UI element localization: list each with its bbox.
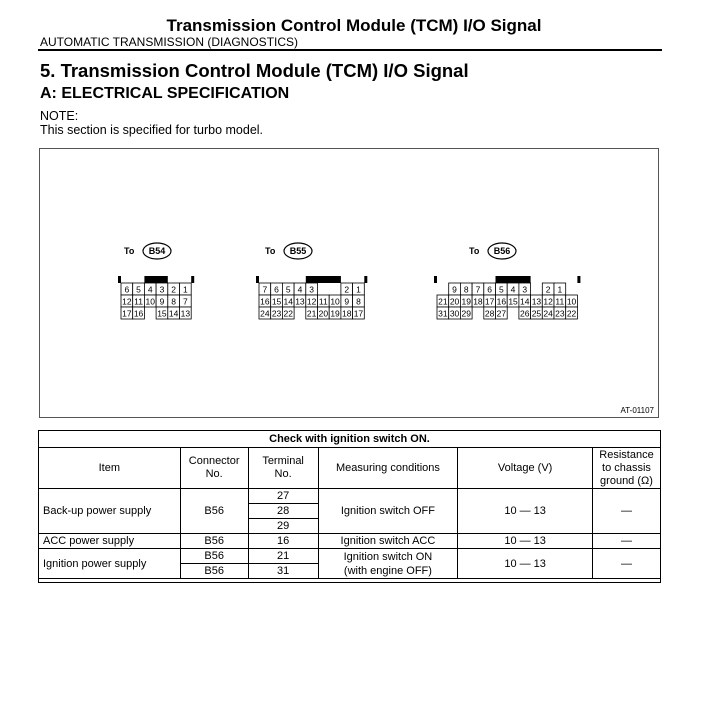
connector-lock bbox=[496, 276, 531, 283]
table-row-connector: B56 bbox=[180, 534, 248, 549]
pin-number: 6 bbox=[274, 284, 279, 295]
pin-number: 1 bbox=[182, 284, 188, 295]
pin-number: 17 bbox=[353, 308, 364, 319]
table-row-conditions: Ignition switch ACC bbox=[318, 534, 458, 549]
pin-number: 3 bbox=[159, 284, 165, 295]
pin-number: 23 bbox=[555, 308, 565, 319]
connector-lock bbox=[144, 276, 167, 283]
pin-number: 14 bbox=[520, 296, 530, 307]
connector-diagram-svg bbox=[40, 149, 660, 419]
pin-number: 19 bbox=[330, 308, 340, 319]
connector-name: B54 bbox=[148, 246, 166, 256]
table-row-resistance: — bbox=[592, 549, 660, 579]
header-resistance: Resistance to chassis ground (Ω) bbox=[592, 448, 660, 489]
table-row-resistance: — bbox=[592, 534, 660, 549]
pin-number: 12 bbox=[122, 296, 132, 307]
pin-number: 16 bbox=[260, 296, 270, 307]
pin-number: 16 bbox=[496, 296, 507, 307]
pin-number: 13 bbox=[180, 308, 191, 319]
page-header-title: Transmission Control Module (TCM) I/O Signal bbox=[166, 16, 542, 35]
pin-number: 10 bbox=[145, 296, 155, 307]
table-row-connector: B56 bbox=[180, 564, 248, 579]
pin-number: 4 bbox=[297, 284, 303, 295]
header-connector: Connector No. bbox=[180, 448, 248, 489]
pin-number: 18 bbox=[473, 296, 483, 307]
pin-number: 10 bbox=[330, 296, 340, 307]
pin-number: 8 bbox=[171, 296, 177, 307]
pin-number: 9 bbox=[344, 296, 350, 307]
pin-number: 10 bbox=[566, 296, 577, 307]
pin-number: 2 bbox=[171, 284, 177, 295]
table-row-connector: B56 bbox=[180, 489, 248, 534]
table-row-item: Back-up power supply bbox=[39, 489, 181, 534]
pin-number: 15 bbox=[271, 296, 282, 307]
connector-post bbox=[256, 276, 259, 283]
table-row-voltage: 10 — 13 bbox=[458, 549, 593, 579]
pin-number: 4 bbox=[510, 284, 516, 295]
connector-name: B55 bbox=[289, 246, 307, 256]
connector-post bbox=[118, 276, 121, 283]
table-row-terminal: 28 bbox=[248, 504, 318, 519]
pin-number: 7 bbox=[262, 284, 268, 295]
pin-number: 14 bbox=[168, 308, 179, 319]
pin-number: 20 bbox=[449, 296, 460, 307]
connector-to-label: To bbox=[124, 246, 135, 256]
pin-number: 21 bbox=[306, 308, 317, 319]
pin-number: 2 bbox=[545, 284, 551, 295]
pin-number: 15 bbox=[157, 308, 167, 319]
pin-number: 25 bbox=[531, 308, 542, 319]
pin-number: 16 bbox=[133, 308, 144, 319]
connector-diagram bbox=[39, 148, 659, 418]
pin-number: 27 bbox=[496, 308, 507, 319]
pin-number: 29 bbox=[461, 308, 471, 319]
pin-number: 9 bbox=[452, 284, 457, 295]
header-divider bbox=[38, 49, 662, 51]
table-row-voltage: 10 — 13 bbox=[458, 534, 593, 549]
header-terminal: Terminal No. bbox=[248, 448, 318, 489]
connector-to-label: To bbox=[469, 246, 480, 256]
page-header-subtitle: AUTOMATIC TRANSMISSION (DIAGNOSTICS) bbox=[40, 35, 299, 49]
header-conditions: Measuring conditions bbox=[318, 448, 458, 489]
connector-post bbox=[577, 276, 580, 283]
connector-post bbox=[434, 276, 437, 283]
pin-number: 11 bbox=[318, 296, 328, 307]
pin-number: 6 bbox=[487, 284, 493, 295]
table-row-item: Ignition power supply bbox=[39, 549, 181, 579]
pin-number: 28 bbox=[484, 308, 495, 319]
pin-number: 11 bbox=[134, 296, 143, 307]
table-row-terminal: 27 bbox=[248, 489, 318, 504]
connector-lock bbox=[306, 276, 341, 283]
pin-number: 2 bbox=[344, 284, 350, 295]
pin-number: 13 bbox=[295, 296, 305, 307]
pin-number: 19 bbox=[461, 296, 471, 307]
pin-number: 7 bbox=[182, 296, 188, 307]
table-row-item: ACC power supply bbox=[39, 534, 181, 549]
note-label: NOTE: bbox=[40, 109, 79, 123]
table-row-conditions: Ignition switch OFF bbox=[318, 489, 458, 534]
table-row-connector: B56 bbox=[180, 549, 248, 564]
table-row-conditions: Ignition switch ON (with engine OFF) bbox=[318, 549, 458, 579]
section-subtitle: A: ELECTRICAL SPECIFICATION bbox=[40, 85, 290, 102]
pin-number: 12 bbox=[306, 296, 317, 307]
pin-number: 18 bbox=[342, 308, 352, 319]
pin-number: 13 bbox=[531, 296, 542, 307]
pin-number: 7 bbox=[475, 284, 481, 295]
pin-number: 14 bbox=[283, 296, 293, 307]
pin-number: 12 bbox=[543, 296, 553, 307]
connector-post bbox=[191, 276, 194, 283]
table-row-voltage: 10 — 13 bbox=[458, 489, 593, 534]
connector-post bbox=[364, 276, 367, 283]
pin-number: 17 bbox=[484, 296, 495, 307]
connector-name: B56 bbox=[493, 246, 511, 256]
table-row-terminal: 16 bbox=[248, 534, 318, 549]
header-item: Item bbox=[39, 448, 181, 489]
section-title: 5. Transmission Control Module (TCM) I/O Signal bbox=[40, 60, 469, 81]
figure-id: AT-01107 bbox=[620, 406, 654, 415]
pin-number: 5 bbox=[285, 284, 291, 295]
pin-number: 21 bbox=[438, 296, 448, 307]
pin-number: 22 bbox=[566, 308, 577, 319]
connector-to-label: To bbox=[265, 246, 276, 256]
pin-number: 24 bbox=[543, 308, 553, 319]
pin-number: 8 bbox=[463, 284, 469, 295]
pin-number: 5 bbox=[498, 284, 504, 295]
table-row-terminal: 31 bbox=[248, 564, 318, 579]
pin-number: 26 bbox=[520, 308, 530, 319]
note-text: This section is specified for turbo model. bbox=[40, 123, 264, 137]
table-caption: Check with ignition switch ON. bbox=[39, 431, 661, 448]
header-voltage: Voltage (V) bbox=[458, 448, 593, 489]
table-row-resistance: — bbox=[592, 489, 660, 534]
pin-number: 8 bbox=[356, 296, 361, 307]
table-row-terminal: 21 bbox=[248, 549, 318, 564]
pin-number: 24 bbox=[260, 308, 270, 319]
pin-number: 1 bbox=[557, 284, 563, 295]
pin-number: 3 bbox=[522, 284, 528, 295]
table-row-terminal: 29 bbox=[248, 519, 318, 534]
pin-number: 9 bbox=[159, 296, 165, 307]
pin-number: 4 bbox=[147, 284, 153, 295]
pin-number: 1 bbox=[356, 284, 361, 295]
pin-number: 30 bbox=[449, 308, 460, 319]
spec-table bbox=[38, 430, 661, 579]
pin-number: 6 bbox=[124, 284, 130, 295]
pin-number: 22 bbox=[283, 308, 293, 319]
pin-number: 11 bbox=[555, 296, 565, 307]
pin-number: 3 bbox=[309, 284, 315, 295]
pin-number: 31 bbox=[438, 308, 448, 319]
pin-number: 5 bbox=[136, 284, 141, 295]
pin-number: 20 bbox=[318, 308, 329, 319]
pin-number: 23 bbox=[271, 308, 282, 319]
pin-number: 15 bbox=[508, 296, 518, 307]
pin-number: 17 bbox=[122, 308, 132, 319]
